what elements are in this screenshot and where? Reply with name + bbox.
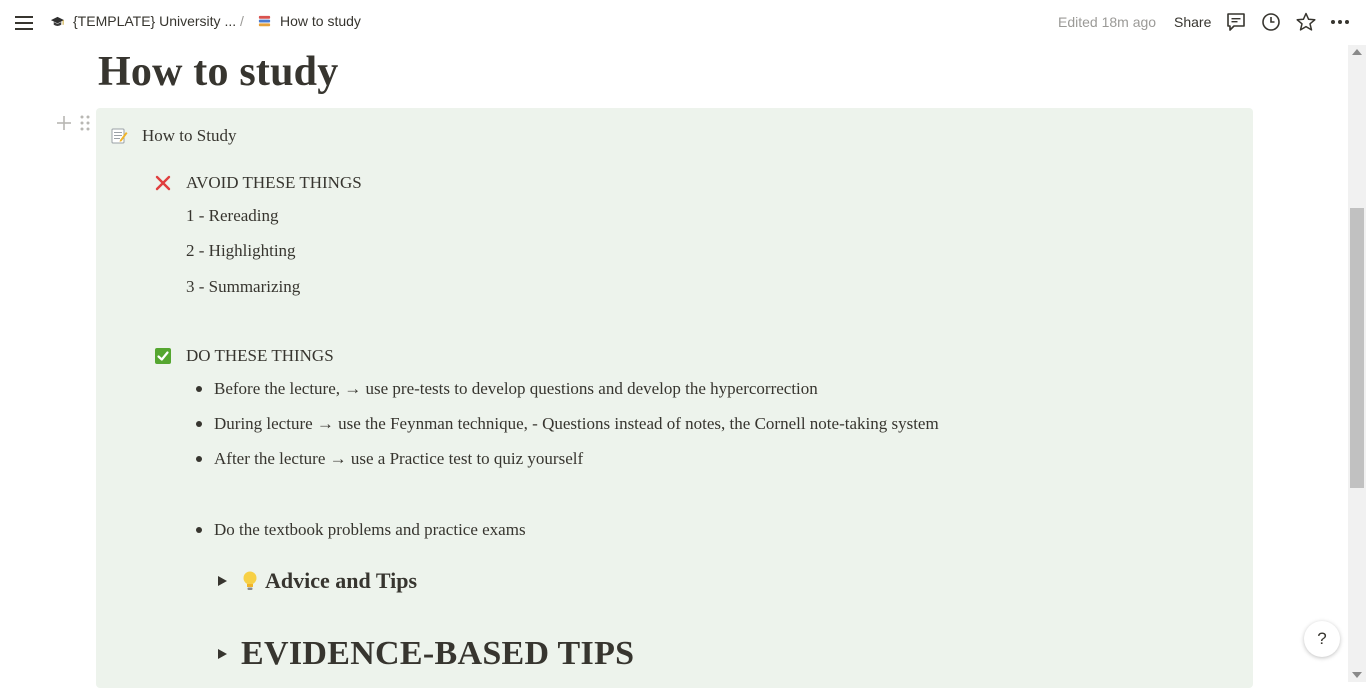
scroll-up-arrow-icon[interactable] xyxy=(1352,49,1362,55)
avoid-item[interactable]: 3 - Summarizing xyxy=(186,277,301,296)
avoid-heading[interactable] xyxy=(154,173,362,193)
more-icon[interactable] xyxy=(1329,11,1351,33)
evidence-toggle[interactable] xyxy=(218,635,634,673)
memo-icon xyxy=(110,127,128,145)
do-list-item[interactable]: Do the textbook problems and practice exams xyxy=(214,520,526,539)
check-box-icon xyxy=(154,347,172,365)
advice-toggle[interactable] xyxy=(218,568,417,594)
comment-icon[interactable] xyxy=(1225,11,1247,33)
do-list-item[interactable]: During lecture → use the Feynman technique, - Questions instead of notes, the Cornell note-taking system xyxy=(214,414,939,433)
do-heading-label: DO THESE THINGS xyxy=(186,346,334,365)
scroll-down-arrow-icon[interactable] xyxy=(1352,672,1362,678)
bullet-dot xyxy=(196,386,202,392)
do-heading[interactable] xyxy=(154,346,334,366)
avoid-heading-label: AVOID THESE THINGS xyxy=(186,173,362,192)
toggle-arrow-icon[interactable] xyxy=(218,649,227,659)
breadcrumb-separator: / xyxy=(240,13,244,29)
top-bar xyxy=(0,0,1348,45)
avoid-item[interactable]: 1 - Rereading xyxy=(186,206,279,225)
block-title[interactable] xyxy=(110,126,236,146)
do-list-item[interactable]: After the lecture → use a Practice test to quiz yourself xyxy=(214,449,584,468)
books-icon xyxy=(257,14,272,29)
block-title-label: How to Study xyxy=(142,126,237,145)
bullet-dot xyxy=(196,456,202,462)
bullet-dot xyxy=(196,421,202,427)
cross-mark-icon xyxy=(154,174,172,192)
evidence-toggle-label: EVIDENCE-BASED TIPS xyxy=(241,635,635,672)
scroll-thumb[interactable] xyxy=(1350,208,1364,488)
advice-toggle-label: Advice and Tips xyxy=(265,568,418,593)
breadcrumb-current[interactable] xyxy=(257,13,361,29)
breadcrumb-parent[interactable] xyxy=(50,13,236,29)
star-icon[interactable] xyxy=(1295,11,1317,33)
light-bulb-icon xyxy=(241,570,259,592)
clock-icon[interactable] xyxy=(1260,11,1282,33)
breadcrumb-current-label: How to study xyxy=(280,13,361,29)
help-button[interactable]: ? xyxy=(1304,621,1340,657)
avoid-item[interactable]: 2 - Highlighting xyxy=(186,241,296,260)
drag-handle-icon[interactable] xyxy=(79,114,91,132)
add-block-icon[interactable] xyxy=(55,114,73,132)
bullet-dot xyxy=(196,527,202,533)
menu-icon[interactable] xyxy=(13,12,35,34)
vertical-scrollbar[interactable] xyxy=(1348,45,1366,682)
share-button[interactable]: Share xyxy=(1174,14,1212,30)
do-list-item[interactable]: Before the lecture, → use pre-tests to develop questions and develop the hypercorrection xyxy=(214,379,818,398)
toggle-arrow-icon[interactable] xyxy=(218,576,227,586)
edited-timestamp: Edited 18m ago xyxy=(1058,14,1157,30)
page-title[interactable]: How to study xyxy=(98,49,339,95)
breadcrumb-parent-label: {TEMPLATE} University ... xyxy=(73,13,237,29)
how-to-study-block xyxy=(96,108,1253,688)
graduation-cap-icon xyxy=(50,14,65,29)
